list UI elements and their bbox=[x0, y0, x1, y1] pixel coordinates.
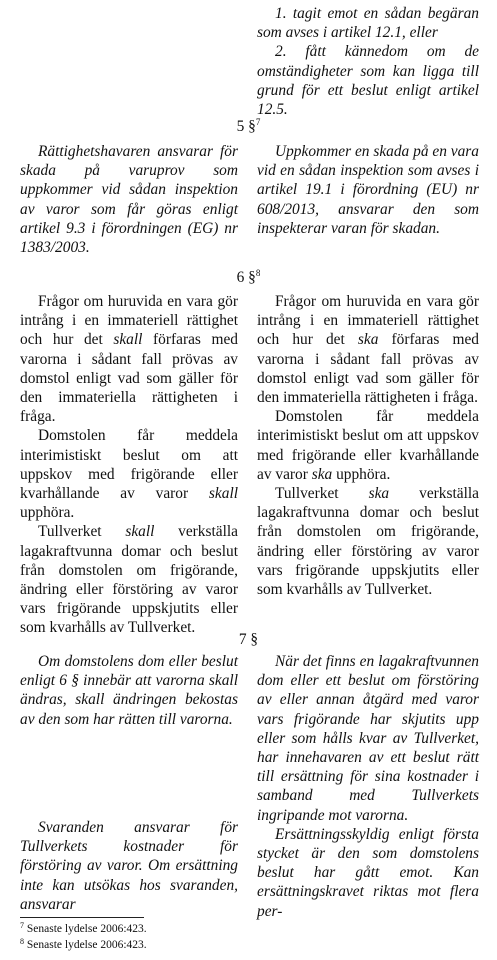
section-5-heading: 5 §$^7$ bbox=[236, 117, 261, 135]
footnote-divider bbox=[20, 917, 144, 918]
paragraph: Domstolen får meddela interimistiskt beslut om att uppskov med frigörande eller kvarhållande av varor skall upphöra. bbox=[20, 427, 238, 522]
section-6-heading: 6 §$^8$ bbox=[236, 268, 261, 286]
section-6-proposed-text bbox=[257, 292, 479, 599]
paragraph: Tullverket skall verkställa lagakraftvunna domar och beslut från domstolen om frigörande, ändring eller förstöring av varor vars frigörande uppskjutits eller som kvarhålls av Tullverket. bbox=[20, 523, 238, 637]
section-7-heading: 7 § bbox=[238, 631, 259, 648]
section-7-current-text-p1: Om domstolens dom eller beslut enligt 6 § innebär att varorna skall ändras, skall ändringen bekostas av den som har rätten till varorna. bbox=[20, 653, 238, 728]
paragraph: Domstolen får meddela interimistiskt beslut om att uppskov med frigörande eller kvarhållande av varor ska upphöra. bbox=[257, 408, 479, 483]
list-item-1: 1. tagit emot en sådan begäran som avses i artikel 12.1, eller bbox=[257, 5, 479, 42]
paragraph: Frågor om huruvida en vara gör intrång i en immateriell rättighet och hur det skall förfaras med varorna i sådant fall prövas av domstol enligt vad som gäller för den immateriella rättigheten i fråga. bbox=[20, 293, 238, 426]
paragraph: Frågor om huruvida en vara gör intrång i en immateriell rättighet och hur det ska förfaras med varorna i sådant fall prövas av domstol enligt vad som gäller för den immateriella rättigheten i fråga. bbox=[257, 293, 479, 407]
section-7-proposed-text bbox=[257, 652, 479, 921]
top-right-items bbox=[257, 4, 479, 119]
footnote-8: $^8$ Senaste lydelse 2006:423. bbox=[20, 937, 147, 951]
section-6-current-text bbox=[20, 292, 238, 638]
section-7-current-text-p2: Svaranden ansvarar för Tullverkets kostnader för förstöring av varor. Om ersättning inte kan utsökas hos svaranden, ansvarar bbox=[20, 819, 238, 913]
section-5-current-text: Rättighetshavaren ansvarar för skada på varuprov som uppkommer vid sådan inspektion av varor som får göras enligt artikel 9.3 i förordningen (EG) nr 1383/2003. bbox=[20, 143, 238, 257]
footnote-7: $^7$ Senaste lydelse 2006:423. bbox=[20, 921, 147, 935]
list-item-2: 2. fått kännedom om de omständigheter som kan ligga till grund för ett beslut enligt artikel 12.5. bbox=[257, 43, 479, 119]
section-5-proposed-text: Uppkommer en skada på en vara vid en sådan inspektion som avses i artikel 19.1 i förordning (EU) nr 608/2013, ansvarar den som inspekterar varan för skadan. bbox=[257, 143, 479, 237]
paragraph: Tullverket ska verkställa lagakraftvunna domar och beslut från domstolen om frigörande, ändring eller förstöring av varor vars frigörande uppskjutits eller som kvarhålls av Tullverket. bbox=[257, 485, 479, 599]
footnote-ref-7: 7 bbox=[255, 117, 261, 127]
paragraph: När det finns en lagakraftvunnen dom eller ett beslut om förstöring av eller annan åtgärd med varor vars frigörande har skjutits upp eller som hålls kvar av Tullverket, har innehavaren av ett beslut rätt till ersättning för sina kostnader i samband med Tullverkets ingripande mot varorna. bbox=[257, 653, 479, 824]
paragraph: Ersättningsskyldig enligt första stycket är den som domstolens beslut har gått emot. Kan ersättningskravet riktas mot flera per- bbox=[257, 825, 479, 920]
footnote-ref-8: 8 bbox=[255, 268, 261, 278]
